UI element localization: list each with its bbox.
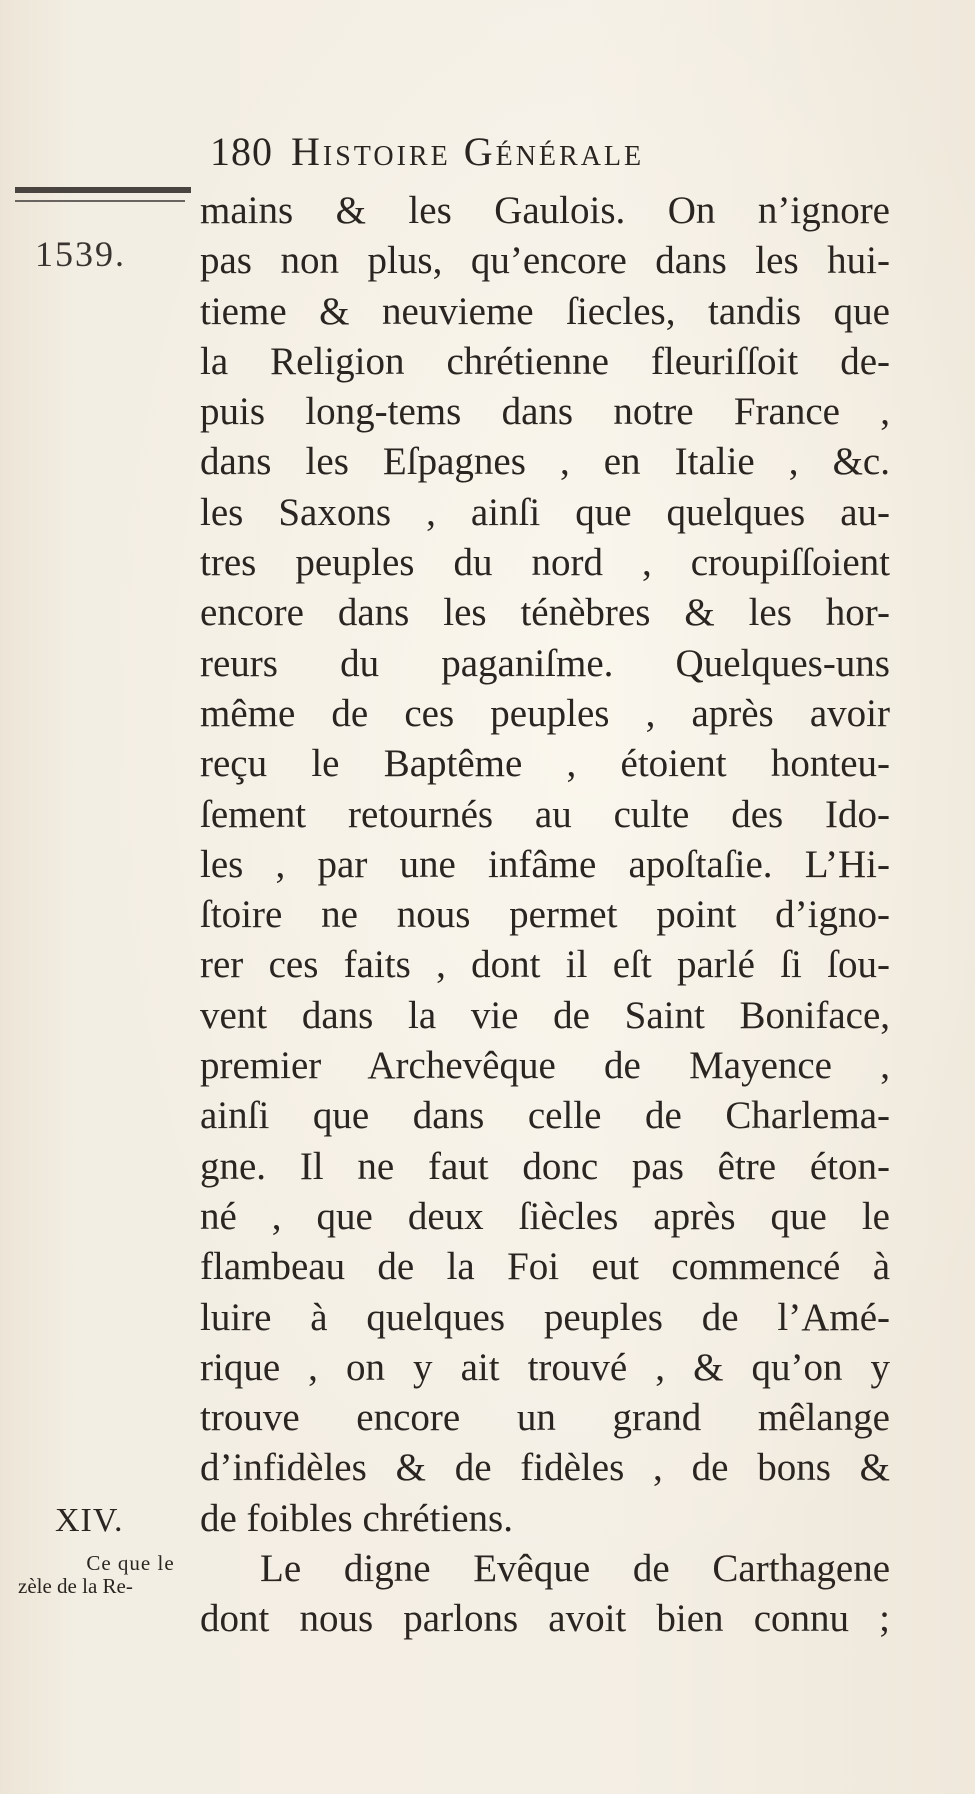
text-line: les , par une infâme apoſtaſie. L’Hi- (200, 842, 890, 886)
text-line: ſtoire ne nous permet point d’igno- (200, 893, 890, 937)
margin-section-number: XIV. (55, 1502, 124, 1539)
text-line: rique , on y ait trouvé , & qu’on y (200, 1345, 890, 1389)
text-line: flambeau de la Foi eut commencé à (200, 1245, 890, 1289)
ornamental-rule-thin (15, 200, 185, 202)
text-line: rer ces faits , dont il eſt parlé ſi ſou- (200, 943, 890, 987)
text-line: tres peuples du nord , croupiſſoient (200, 541, 890, 585)
text-line: reçu le Baptême , étoient honteu- (200, 742, 890, 786)
text-line: Le digne Evêque de Carthagene (260, 1547, 890, 1591)
text-line: reurs du paganiſme. Quelques-uns (200, 641, 890, 685)
text-line: ainſi que dans celle de Charlema- (200, 1094, 890, 1138)
text-line: gne. Il ne faut donc pas être éton- (200, 1144, 890, 1188)
margin-note (18, 1552, 203, 1598)
text-line: né , que deux ſiècles après que le (200, 1194, 890, 1238)
text-line: d’infidèles & de fidèles , de bons & (200, 1446, 890, 1490)
margin-note-line: zèle de la Re- (18, 1574, 133, 1598)
text-line: pas non plus, qu’encore dans les hui- (200, 239, 890, 283)
text-line: premier Archevêque de Mayence , (200, 1044, 890, 1088)
margin-note-line: Ce que le (86, 1551, 175, 1575)
text-line: vent dans la vie de Saint Boniface, (200, 993, 890, 1037)
text-line: trouve encore un grand mêlange (200, 1396, 890, 1440)
text-line: même de ces peuples , après avoir (200, 691, 890, 735)
text-line: les Saxons , ainſi que quelques au- (200, 490, 890, 534)
text-line: puis long-tems dans notre France , (200, 390, 890, 434)
text-line: la Religion chrétienne fleuriſſoit de- (200, 339, 890, 383)
text-line: dont nous parlons avoit bien connu ; (200, 1597, 890, 1641)
page-number: 180 (210, 129, 273, 174)
text-line: mains & les Gaulois. On n’ignore (200, 189, 890, 232)
text-line: ſement retournés au culte des Ido- (200, 792, 890, 836)
text-line: dans les Eſpagnes , en Italie , &c. (200, 440, 890, 484)
running-title: Histoire Générale (291, 129, 645, 174)
text-line: de foibles chrétiens. (200, 1496, 513, 1540)
text-line: luire à quelques peuples de l’Amé- (200, 1295, 890, 1339)
running-header (210, 128, 644, 175)
body-text (200, 186, 890, 1645)
ornamental-rule (15, 187, 191, 193)
text-line: encore dans les ténèbres & les hor- (200, 591, 890, 635)
margin-year: 1539. (35, 234, 126, 274)
text-line: tieme & neuvieme ſiecles, tandis que (200, 289, 890, 333)
